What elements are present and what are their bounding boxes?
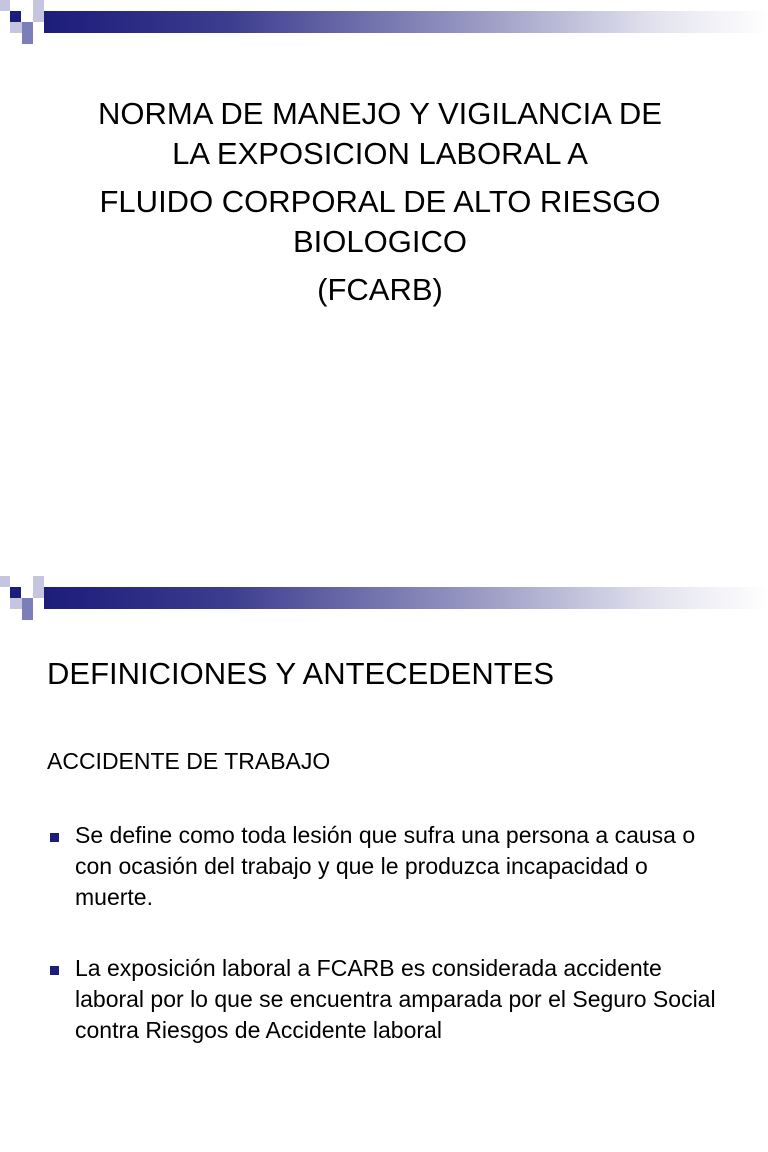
decor-square (0, 576, 10, 587)
decor-square (22, 609, 33, 620)
decor-square (22, 598, 33, 609)
decor-square (22, 33, 33, 44)
decor-square (33, 576, 44, 598)
decor-square (10, 11, 21, 22)
title-line: (FCARB) (317, 272, 443, 307)
title-line: NORMA DE MANEJO Y VIGILANCIA DE (98, 96, 662, 131)
header-gradient-bar (44, 587, 768, 609)
bullet-text: La exposición laboral a FCARB es considerada accidente laboral por lo que se encuentra amparada por el Seguro Social contra Riesgos de Accidente laboral (75, 955, 716, 1043)
decor-square (33, 0, 44, 22)
slide-heading: DEFINICIONES Y ANTECEDENTES (47, 656, 555, 691)
header-band (0, 576, 768, 624)
section-subheading: ACCIDENTE DE TRABAJO (47, 748, 331, 774)
slide-title (60, 94, 700, 310)
title-line: LA EXPOSICION LABORAL A (172, 136, 588, 171)
decor-square (10, 22, 22, 33)
decor-square (10, 587, 21, 598)
header-gradient-bar (44, 11, 768, 33)
bullet-text: Se define como toda lesión que sufra una persona a causa o con ocasión del trabajo y que le produzca incapacidad o muerte. (75, 822, 696, 910)
header-band (0, 0, 768, 48)
square-bullet-icon (50, 966, 59, 975)
bullet-item (47, 820, 727, 913)
square-bullet-icon (50, 833, 59, 842)
title-line: FLUIDO CORPORAL DE ALTO RIESGO (99, 184, 661, 219)
decor-square (0, 0, 10, 11)
bullet-list (47, 820, 727, 1086)
title-line: BIOLOGICO (293, 224, 467, 259)
decor-square (10, 598, 22, 609)
bullet-item (47, 953, 727, 1046)
content-slide (0, 576, 768, 1152)
decor-square (22, 22, 33, 33)
